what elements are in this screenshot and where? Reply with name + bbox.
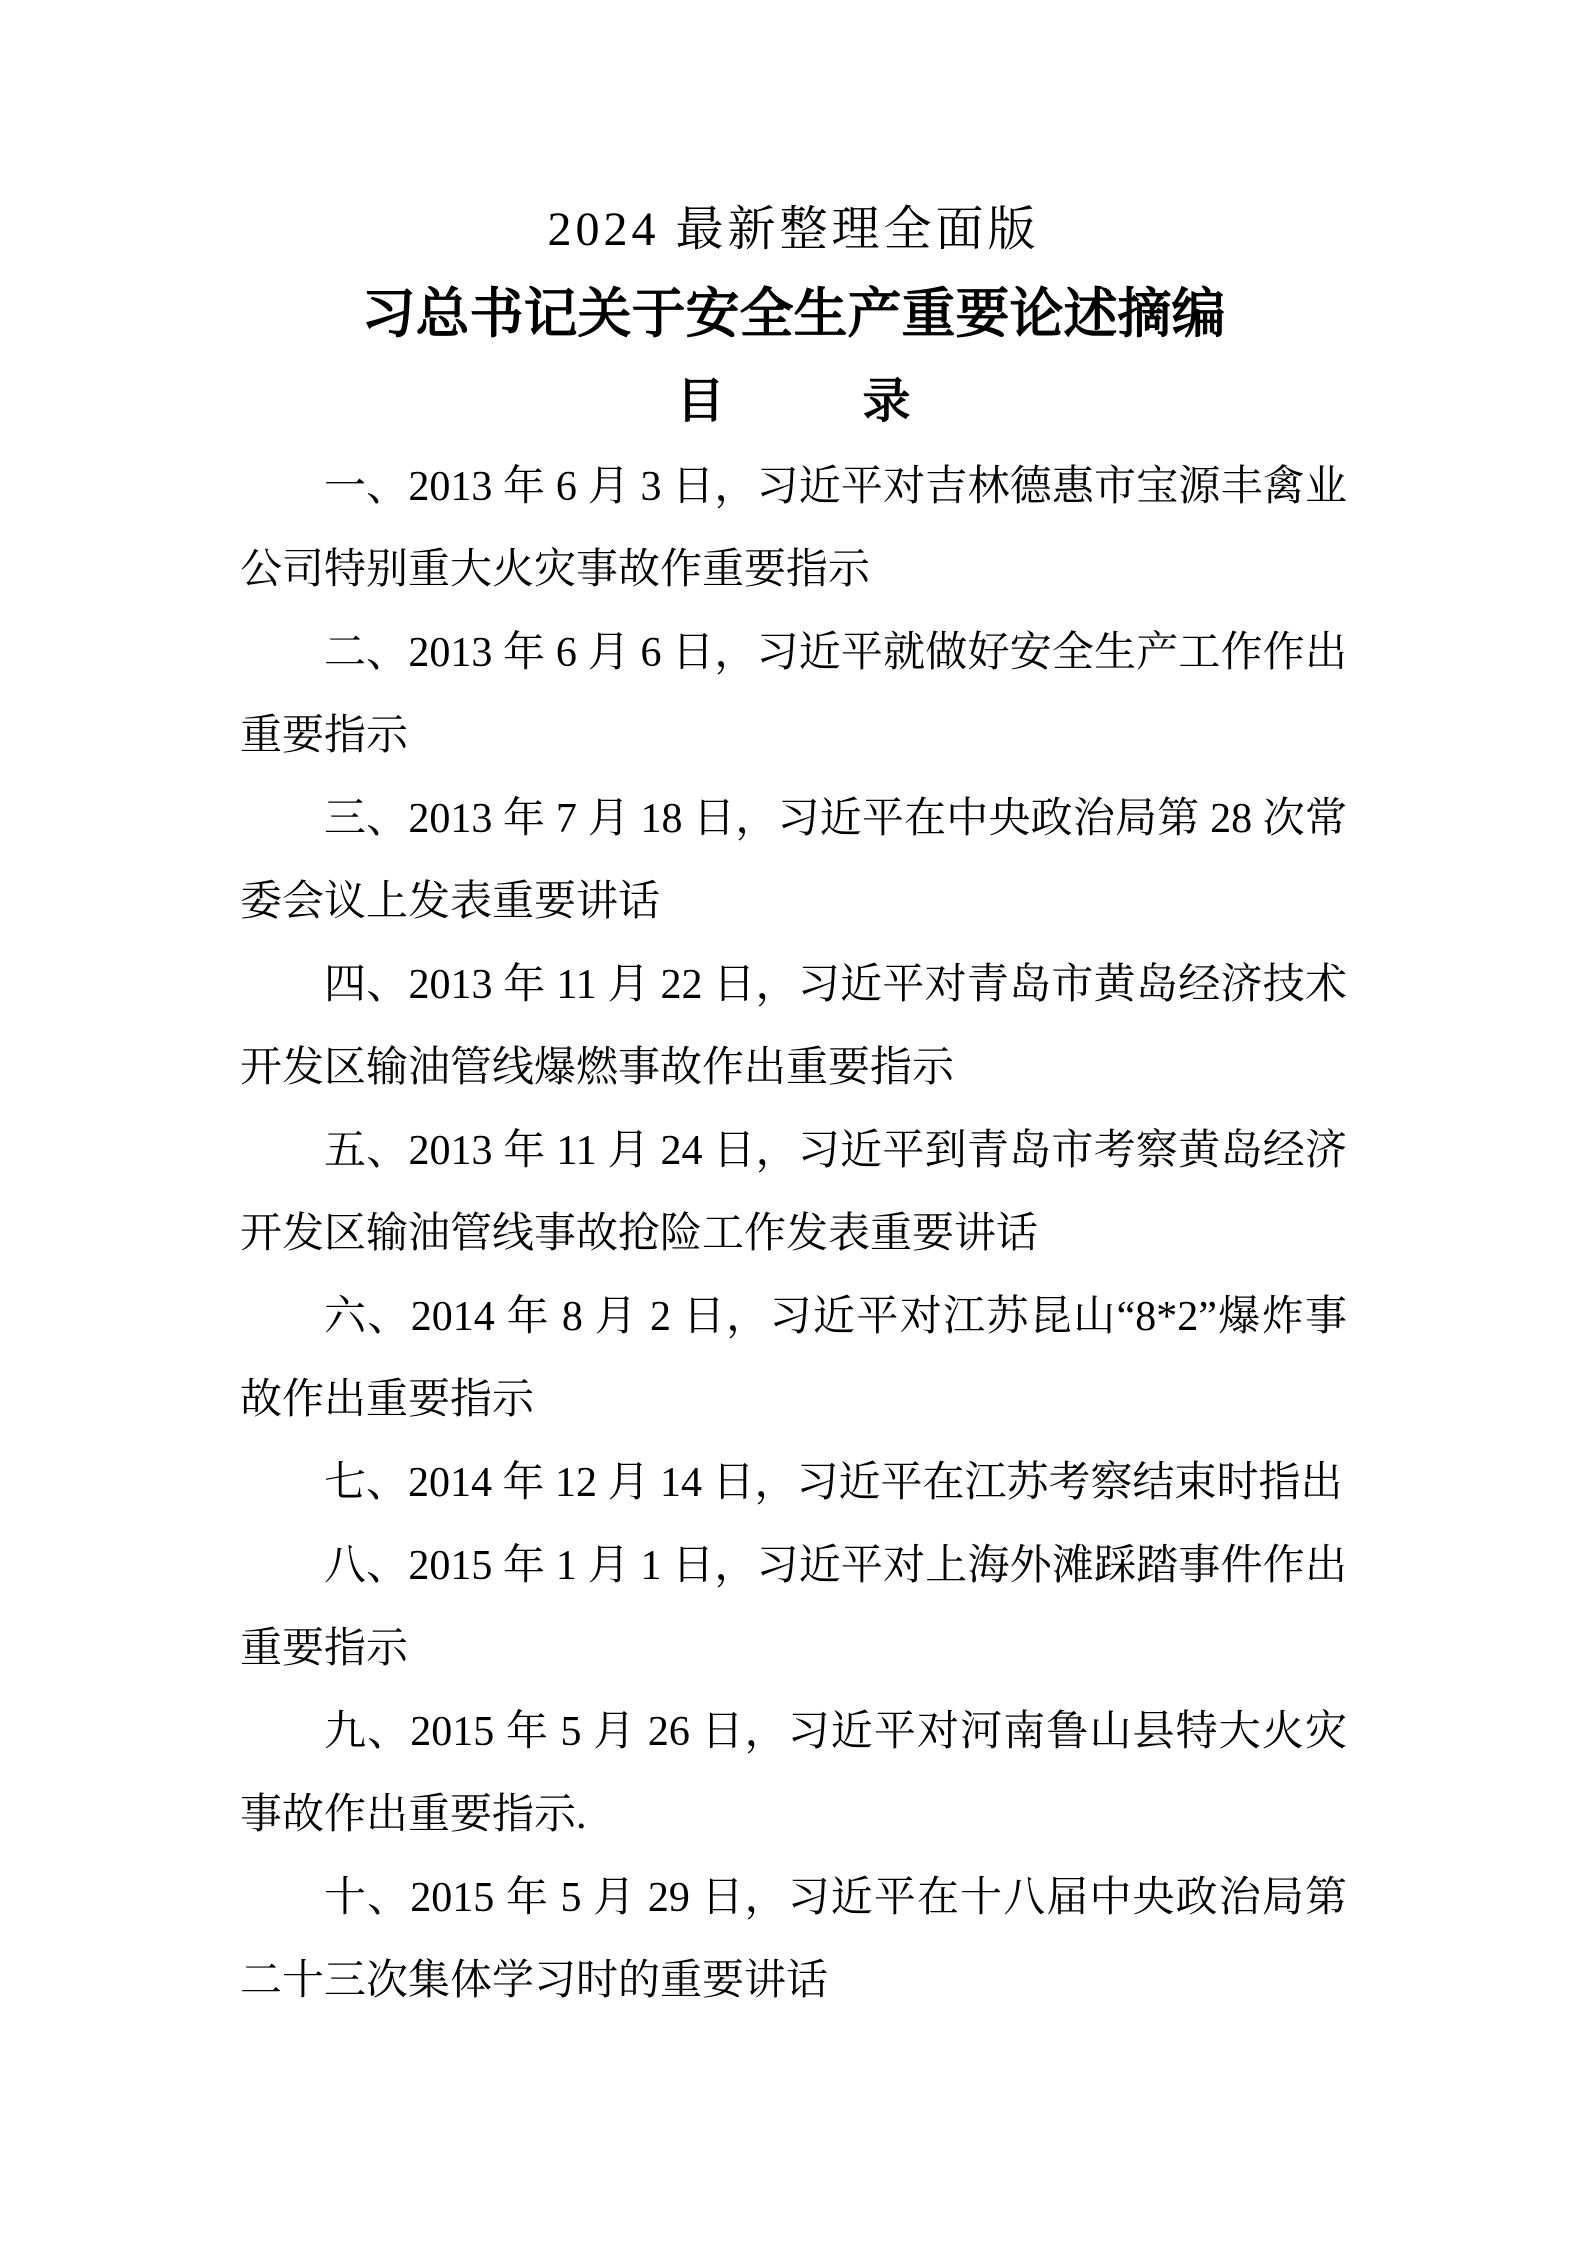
- toc-entry: 八、2015 年 1 月 1 日，习近平对上海外滩踩踏事件作出重要指示: [240, 1543, 1347, 1672]
- toc-entry: 十、2015 年 5 月 29 日，习近平在十八届中央政治局第二十三次集体学习时的重要讲话: [240, 1875, 1347, 2004]
- toc-entry: 二、2013 年 6 月 6 日，习近平就做好安全生产工作作出重要指示: [240, 630, 1347, 759]
- toc-entry: 四、2013 年 11 月 22 日，习近平对青岛市黄岛经济技术开发区输油管线爆燃事故作出重要指示: [240, 962, 1347, 1091]
- toc-entry: 五、2013 年 11 月 24 日，习近平到青岛市考察黄岛经济开发区输油管线事故抢险工作发表重要讲话: [240, 1128, 1347, 1257]
- toc-entry: 七、2014 年 12 月 14 日，习近平在江苏考察结束时指出: [324, 1460, 1343, 1506]
- document-title: 习总书记关于安全生产重要论述摘编: [361, 284, 1226, 344]
- toc-entry: 九、2015 年 5 月 26 日，习近平对河南鲁山县特大火灾事故作出重要指示.: [240, 1709, 1347, 1838]
- toc-entry: 六、2014 年 8 月 2 日，习近平对江苏昆山“8*2”爆炸事故作出重要指示: [240, 1294, 1347, 1423]
- toc-list: [240, 446, 1347, 2023]
- edition-line: 2024 最新整理全面版: [547, 203, 1040, 256]
- toc-heading: 目 录: [676, 375, 925, 428]
- toc-entry: 一、2013 年 6 月 3 日，习近平对吉林德惠市宝源丰禽业公司特别重大火灾事故作重要指示: [240, 464, 1347, 593]
- toc-entry: 三、2013 年 7 月 18 日，习近平在中央政治局第 28 次常委会议上发表重要讲话: [240, 796, 1347, 925]
